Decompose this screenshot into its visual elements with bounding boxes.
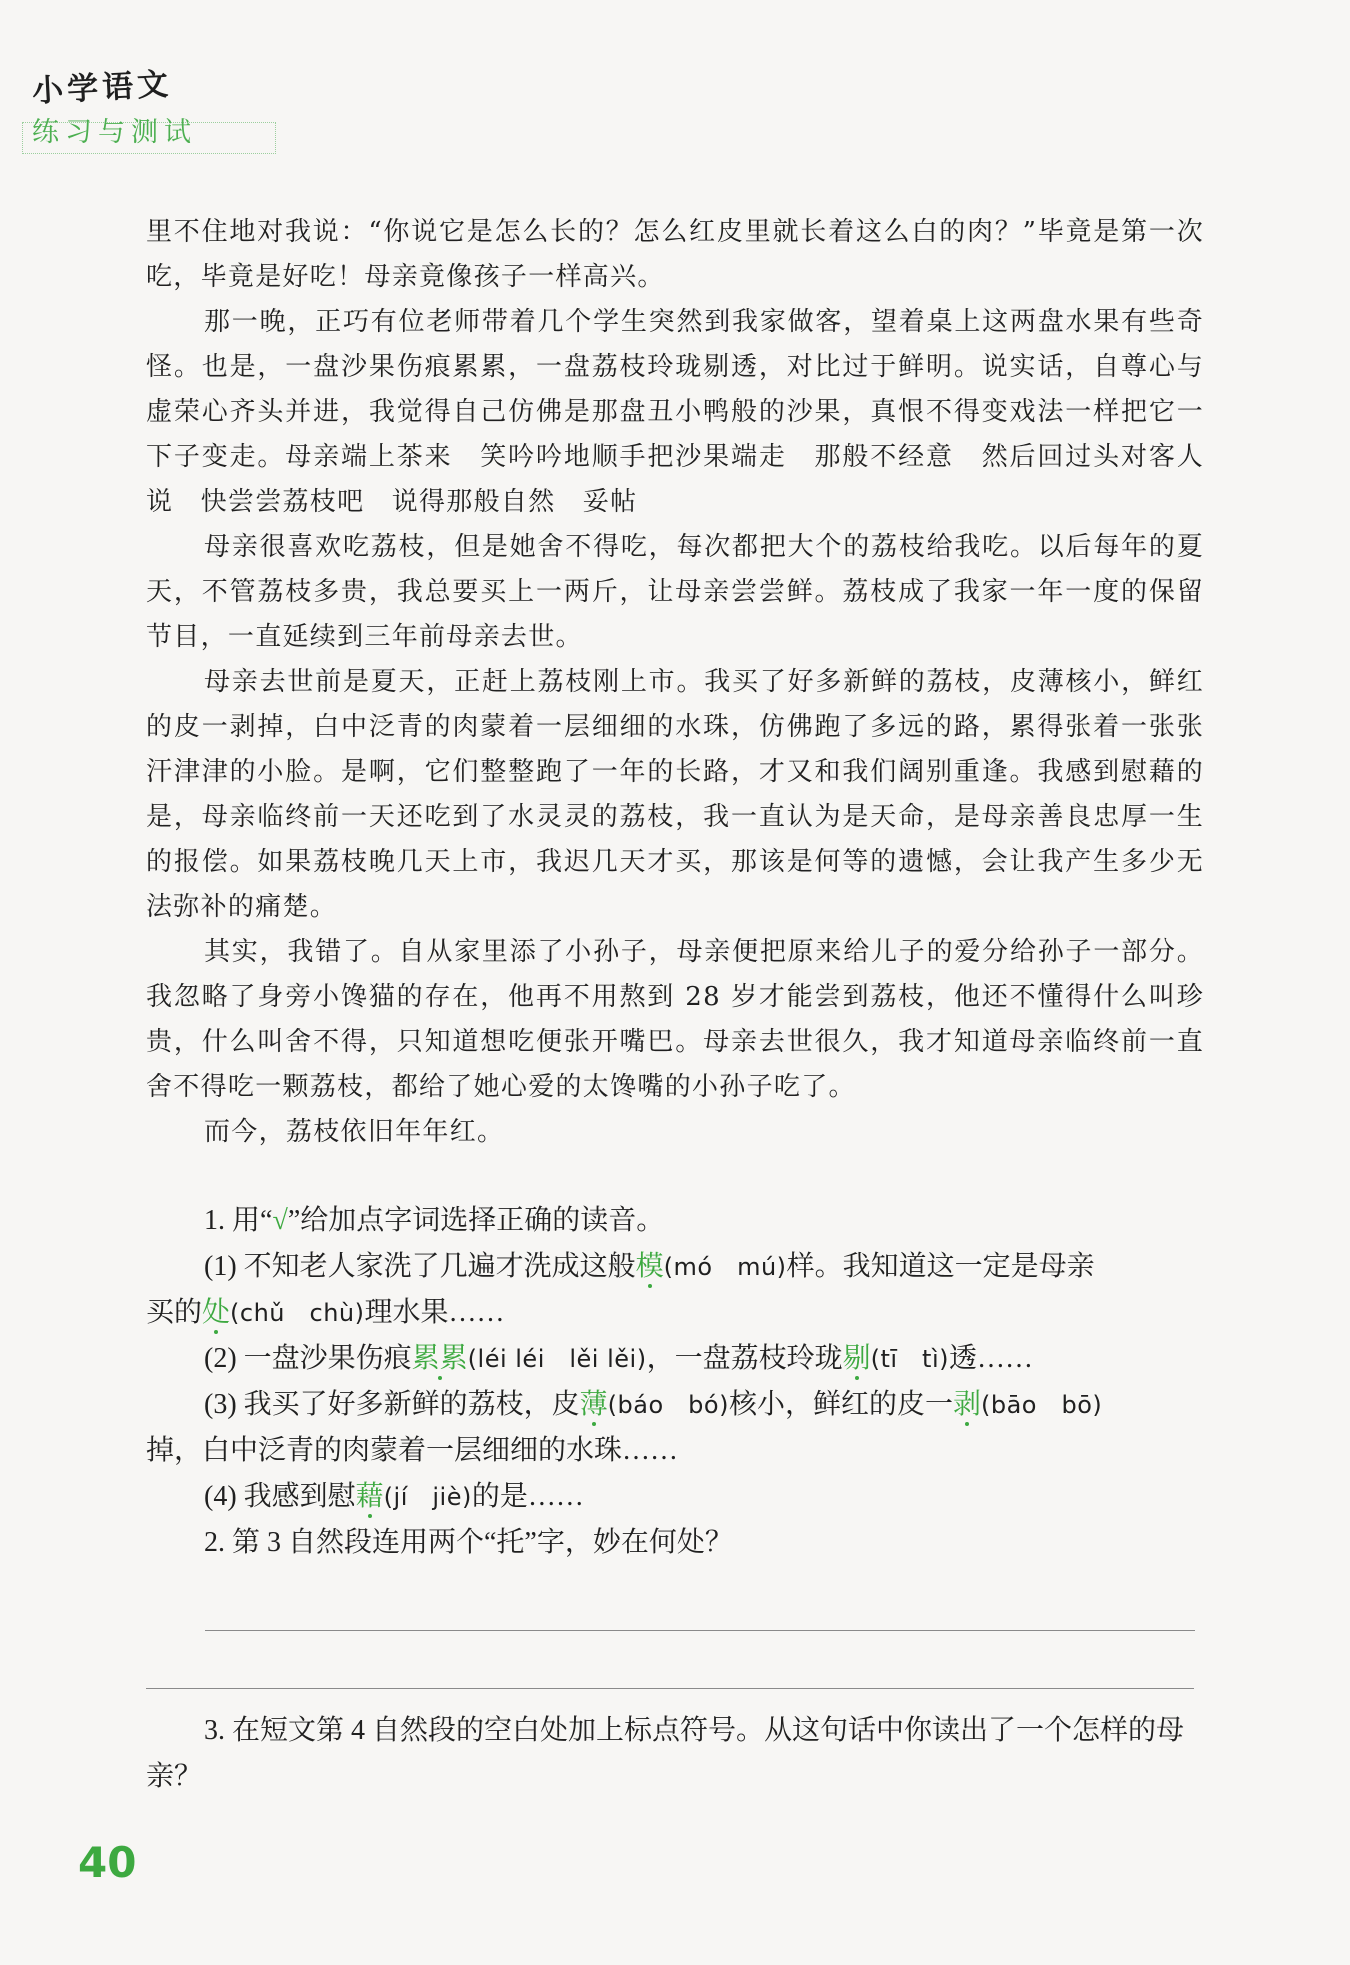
pinyin-options[interactable]: (jí jiè)	[383, 1483, 472, 1511]
pinyin-options[interactable]: (tī tì)	[870, 1345, 949, 1373]
answer-line[interactable]	[205, 1630, 1195, 1631]
passage-paragraph: 母亲去世前是夏天，正赶上荔枝刚上市。我买了好多新鲜的荔枝，皮薄核小，鲜红的皮一剥掉，白中泛青的肉蒙着一层细细的水珠，仿佛跑了多远的路，累得张着一张张汗津津的小脸。是啊，它们整整跑了一年的长路，才又和我们阔别重逢。我感到慰藉的是，母亲临终前一天还吃到了水灵灵的荔枝，我一直认为是天命，是母亲善良忠厚一生的报偿。如果荔枝晚几天上市，我迟几天才买，那该是何等的遗憾，会让我产生多少无法弥补的痛楚。	[146, 667, 1204, 922]
q1-2-text: (2) 一盘沙果伤痕	[204, 1343, 412, 1374]
dotted-word: 剔	[842, 1343, 871, 1374]
q1-1-text: 买的	[146, 1297, 203, 1328]
pinyin-options[interactable]: (léi léi lěi lěi)	[467, 1345, 647, 1373]
question-3-block	[146, 1708, 1204, 1800]
q1-1-text: (1) 不知老人家洗了几遍才洗成这般	[204, 1251, 636, 1282]
passage-paragraph: 而今，荔枝依旧年年红。	[204, 1117, 505, 1147]
question-1-prefix: 1. 用“	[204, 1205, 273, 1236]
q1-3-text: 核小，鲜红的皮一	[728, 1389, 953, 1420]
question-1-suffix: ”给加点字词选择正确的读音。	[287, 1205, 665, 1236]
question-1-3	[146, 1382, 1204, 1428]
pinyin-options[interactable]: (báo bó)	[607, 1391, 729, 1419]
question-1-1-cont	[146, 1290, 1204, 1336]
question-1-1	[146, 1244, 1204, 1290]
dotted-word: 剥	[952, 1389, 981, 1420]
question-1-4	[146, 1474, 1204, 1520]
checkmark-icon: √	[272, 1205, 288, 1236]
q1-2-text: ，一盘荔枝玲珑	[646, 1343, 843, 1374]
q1-1-text: 样。我知道这一定是母亲	[786, 1251, 1095, 1282]
q1-2-text: 透……	[948, 1343, 1033, 1374]
question-2: 2. 第 3 自然段连用两个“托”字，妙在何处？	[204, 1527, 733, 1558]
pinyin-options[interactable]: (chǔ chù)	[230, 1299, 365, 1327]
exercise-questions	[146, 1198, 1204, 1566]
reading-passage	[146, 210, 1204, 1155]
question-1	[146, 1198, 1204, 1244]
pinyin-options[interactable]: (mó mú)	[663, 1253, 787, 1281]
dotted-word: 累累	[411, 1343, 468, 1374]
dotted-word: 模	[635, 1251, 664, 1282]
book-subtitle: 练习与测试	[32, 117, 197, 148]
passage-paragraph: 母亲很喜欢吃荔枝，但是她舍不得吃，每次都把大个的荔枝给我吃。以后每年的夏天，不管荔枝多贵，我总要买上一两斤，让母亲尝尝鲜。荔枝成了我家一年一度的保留节目，一直延续到三年前母亲去世。	[146, 532, 1204, 652]
q1-1-text: 理水果……	[364, 1297, 505, 1328]
pinyin-options[interactable]: (bāo bō)	[980, 1391, 1103, 1419]
book-header	[22, 58, 277, 158]
question-1-2	[146, 1336, 1204, 1382]
answer-line[interactable]	[146, 1688, 1194, 1689]
dotted-word: 藉	[355, 1481, 384, 1512]
dotted-word: 薄	[579, 1389, 608, 1420]
passage-paragraph: 那一晚，正巧有位老师带着几个学生突然到我家做客，望着桌上这两盘水果有些奇怪。也是，一盘沙果伤痕累累，一盘荔枝玲珑剔透，对比过于鲜明。说实话，自尊心与虚荣心齐头并进，我觉得自己仿佛是那盘丑小鸭般的沙果，真恨不得变戏法一样把它一下子变走。母亲端上茶来 笑吟吟地顺手把沙果端走 那般不经意 然后回过头对客人说 快尝尝荔枝吧 说得那般自然 妥帖	[146, 307, 1204, 517]
passage-paragraph: 其实，我错了。自从家里添了小孙子，母亲便把原来给儿子的爱分给孙子一部分。我忽略了身旁小馋猫的存在，他再不用熬到 28 岁才能尝到荔枝，他还不懂得什么叫珍贵，什么叫舍不得，只知道想吃便张开嘴巴。母亲去世很久，我才知道母亲临终前一直舍不得吃一颗荔枝，都给了她心爱的太馋嘴的小孙子吃了。	[146, 937, 1204, 1102]
q1-4-text: (4) 我感到慰	[204, 1481, 356, 1512]
book-title: 小学语文	[31, 66, 174, 110]
page-number: 40	[78, 1838, 137, 1887]
question-1-3-cont	[146, 1428, 1204, 1474]
q1-3-text: 掉，白中泛青的肉蒙着一层细细的水珠……	[146, 1435, 679, 1466]
q1-4-text: 的是……	[471, 1481, 584, 1512]
question-3: 3. 在短文第 4 自然段的空白处加上标点符号。从这句话中你读出了一个怎样的母亲？	[146, 1715, 1185, 1792]
dotted-word: 处	[202, 1297, 231, 1328]
passage-paragraph: 里不住地对我说：“你说它是怎么长的？怎么红皮里就长着这么白的肉？”毕竟是第一次吃，毕竟是好吃！母亲竟像孩子一样高兴。	[146, 217, 1204, 292]
q1-3-text: (3) 我买了好多新鲜的荔枝，皮	[204, 1389, 580, 1420]
